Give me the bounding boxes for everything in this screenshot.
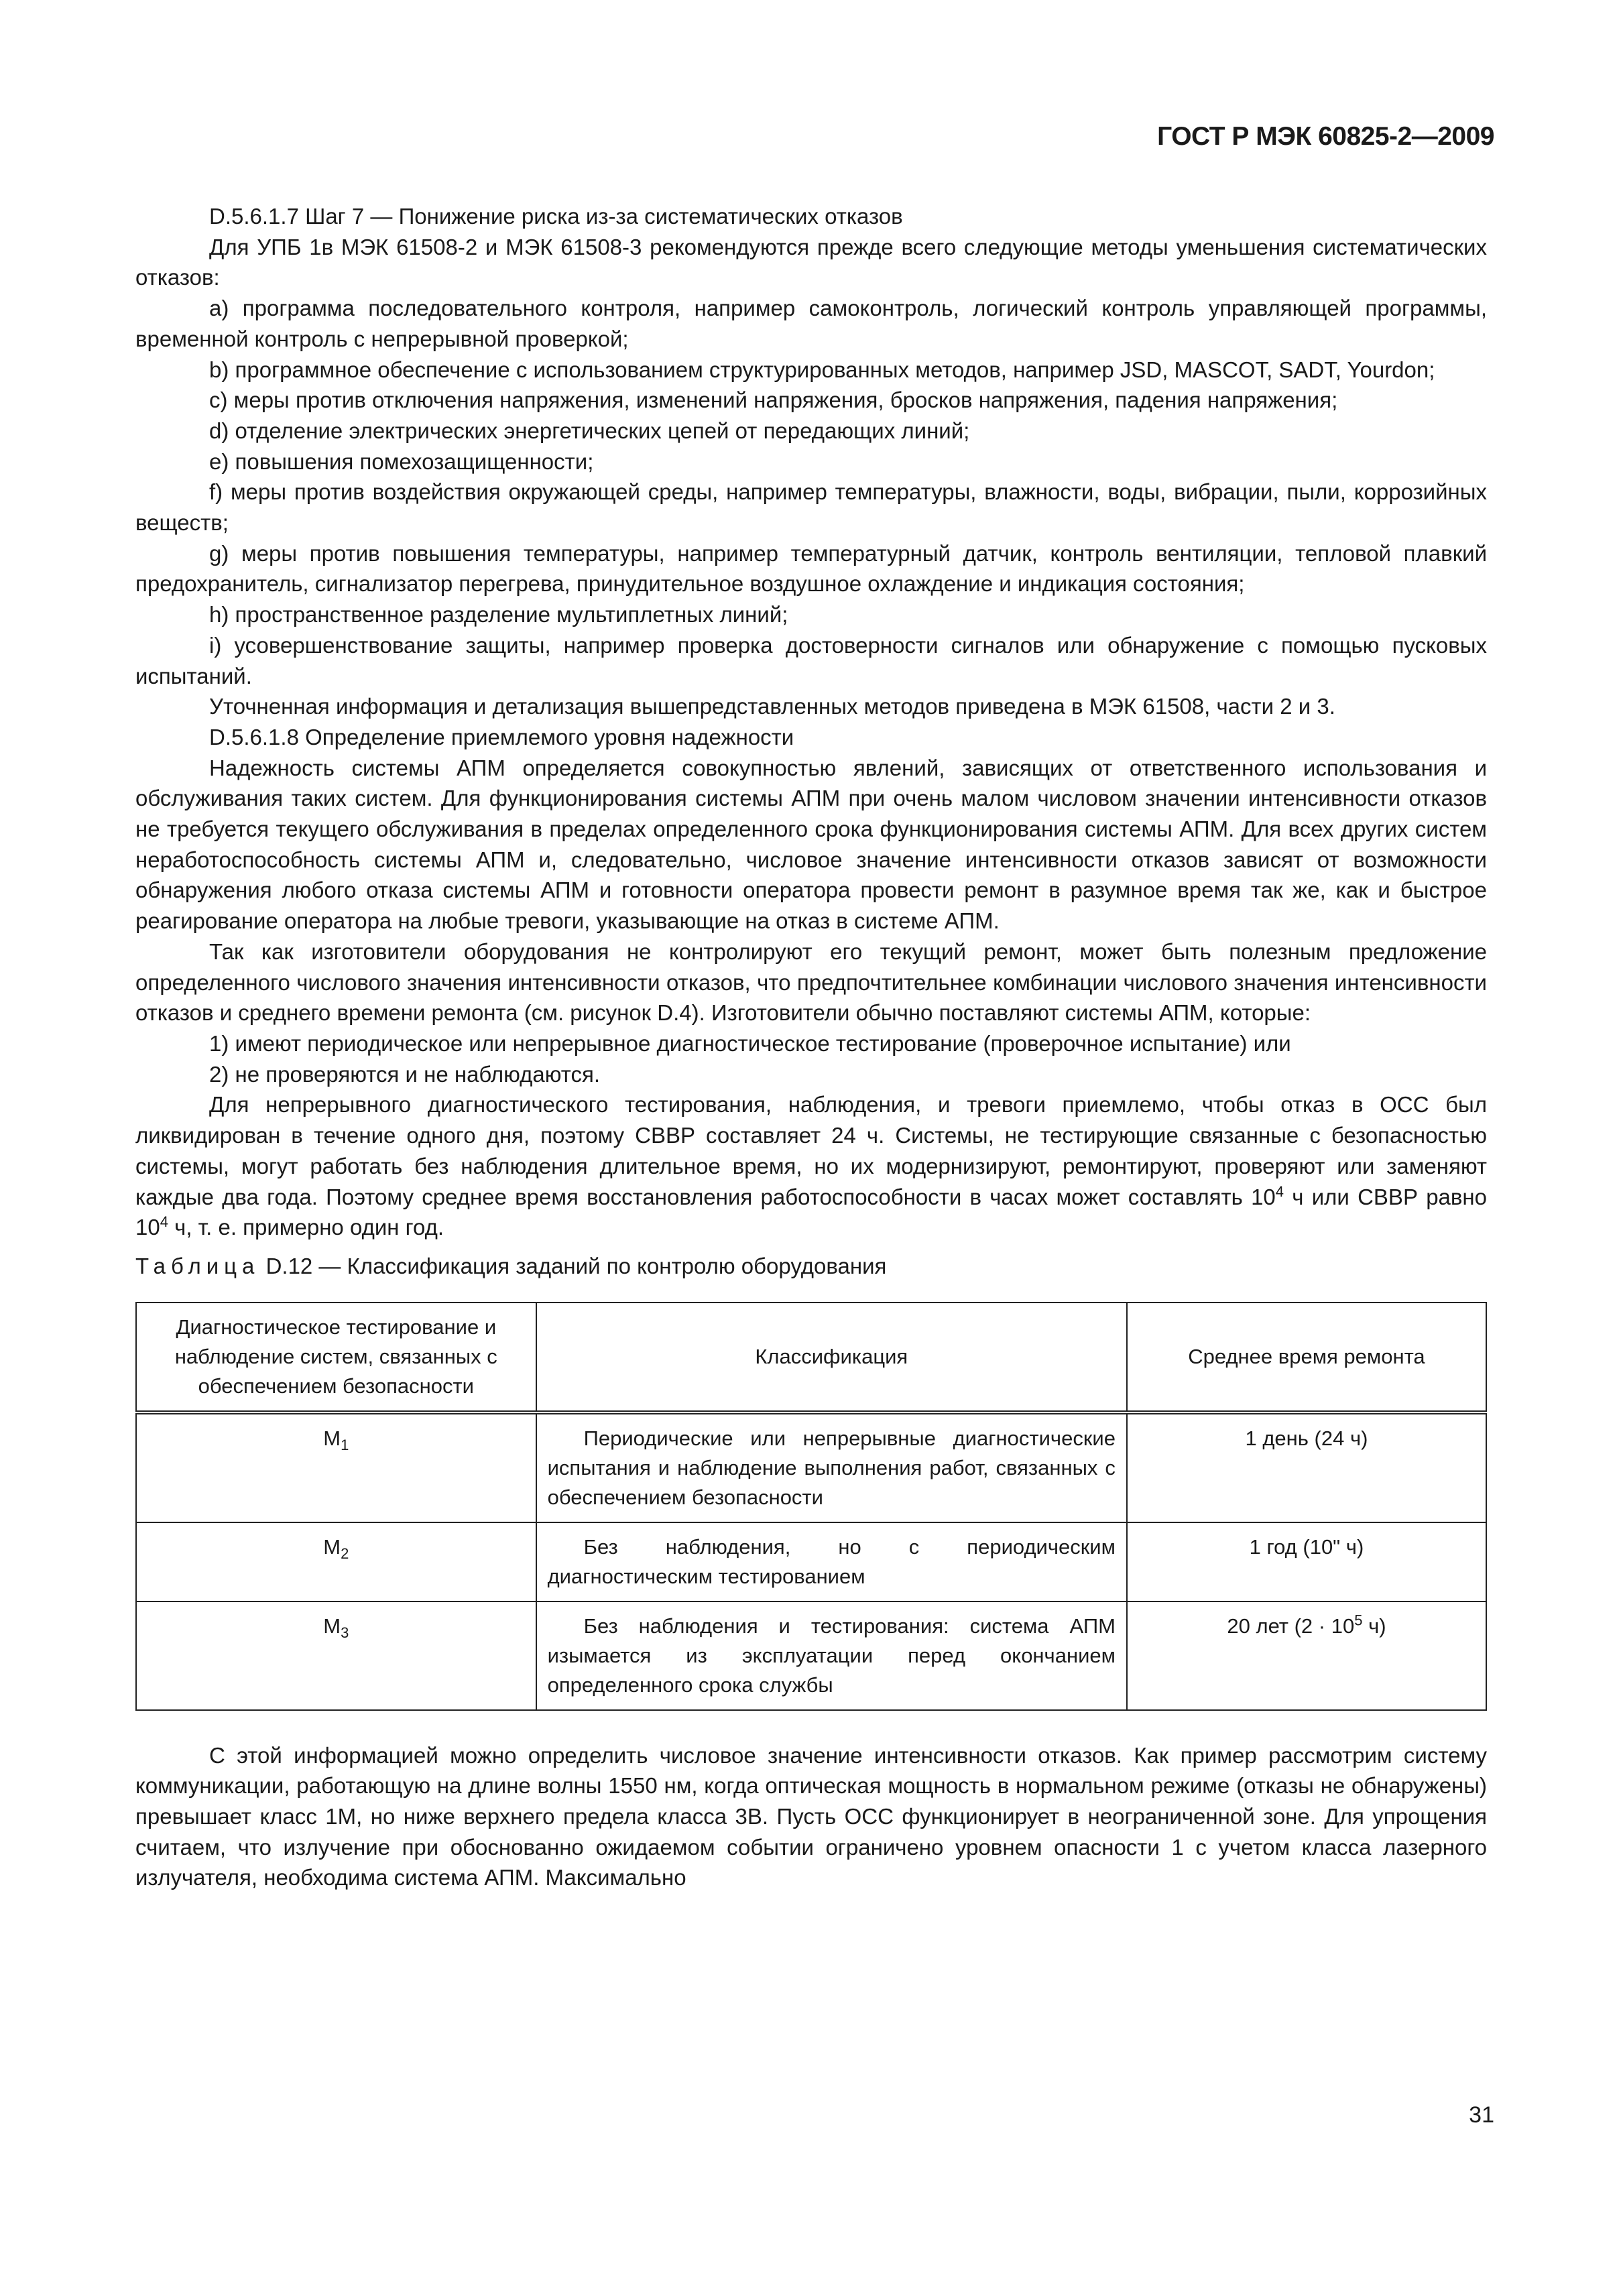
- paragraph: С этой информацией можно определить числовое значение интенсивности отказов. Как пример рассмотрим систему коммуникации, работающую на длине волны 1550 нм, когда оптическая мощность в нормальном режиме (отказы не обнаружены) превышает класс 1М, но ниже верхнего предела класса 3В. Пусть ОСС функционирует в неограниченной зоне. Для упрощения считаем, что излучение при обоснованно ожидаемом событии ограничено уровнем опасности 1 с учетом класса лазерного излучателя, необходима система АПМ. Максимально: [135, 1742, 1487, 1890]
- table-cell-code: [136, 1522, 536, 1602]
- table-cell-time: [1127, 1602, 1486, 1710]
- code: M: [323, 1614, 341, 1638]
- table-row: [136, 1412, 1486, 1522]
- list-item-1: 1) имеют периодическое или непрерывное диагностическое тестирование (проверочное испытание) или: [209, 1030, 1291, 1056]
- code-subscript: 1: [341, 1436, 349, 1453]
- paragraph: Так как изготовители оборудования не контролируют его текущий ремонт, может быть полезным предложение определенного числового значения интенсивности отказов, что предпочтительнее комбинации числового значения интенсивности отказов и среднего времени ремонта (см. рисунок D.4). Изготовители обычно поставляют системы АПМ, которые:: [135, 939, 1487, 1026]
- value: 10: [135, 1215, 160, 1240]
- table-cell-desc: Без наблюдения и тестирования: система АПМ изымается из эксплуатации перед окончанием определенного срока службы: [536, 1602, 1127, 1710]
- table-cell-desc: Без наблюдения, но с периодическим диагностическим тестированием: [536, 1522, 1127, 1602]
- exponent: 4: [1275, 1183, 1284, 1200]
- table-cell-time: [1127, 1412, 1486, 1522]
- list-item-a: a) программа последовательного контроля, например самоконтроль, логический контроль управляющей программы, временной контроль с непрерывной проверкой;: [135, 296, 1487, 351]
- paragraph: Надежность системы АПМ определяется совокупностью явлений, зависящих от ответственного использования и обслуживания таких систем. Для функционирования системы АПМ при очень малом числовом значении интенсивности отказов не требуется текущего обслуживания в пределах определенного срока функционирования системы АПМ. Для всех других систем неработоспособность системы АПМ и, следовательно, числовое значение интенсивности отказов зависят от возможности обнаружения любого отказа системы АПМ и готовности оператора провести ремонт в разумное время так же, как и быстрое реагирование оператора на любые тревоги, указывающие на отказ в системе АПМ.: [135, 755, 1487, 934]
- paragraph: [135, 1089, 1487, 1243]
- list-item-h: h) пространственное разделение мультиплетных линий;: [209, 602, 788, 627]
- value: 10: [1251, 1184, 1276, 1209]
- list-item-d: d) отделение электрических энергетических цепей от передающих линий;: [209, 418, 970, 443]
- section-heading-d5617: D.5.6.1.7 Шаг 7 — Понижение риска из-за систематических отказов: [209, 204, 903, 229]
- table-row: [136, 1602, 1486, 1710]
- code-subscript: 3: [341, 1624, 349, 1641]
- code-subscript: 2: [341, 1545, 349, 1562]
- table-caption-word: Таблица: [135, 1253, 260, 1278]
- table-caption: [135, 1251, 1487, 1282]
- list-item-i: i) усовершенствование защиты, например проверка достоверности сигналов или обнаружение с помощью пусковых испытаний.: [135, 632, 1487, 688]
- paragraph: Для УПБ 1в МЭК 61508-2 и МЭК 61508-3 рекомендуются прежде всего следующие методы уменьшения систематических отказов:: [135, 234, 1487, 290]
- time-exponent: 5: [1354, 1612, 1363, 1629]
- time-value: 20 лет (2 · 10: [1227, 1614, 1355, 1638]
- table-caption-text: D.12 — Классификация заданий по контролю оборудования: [265, 1253, 887, 1278]
- exponent: 4: [160, 1213, 168, 1231]
- table-row: [136, 1522, 1486, 1602]
- table-cell-time: [1127, 1522, 1486, 1602]
- table-header-cell: Классификация: [536, 1303, 1127, 1412]
- section-heading-d5618: D.5.6.1.8 Определение приемлемого уровня надежности: [209, 724, 794, 749]
- code: M: [323, 1534, 341, 1559]
- time-value: 1 день (24 ч): [1245, 1426, 1368, 1450]
- list-item-2: 2) не проверяются и не наблюдаются.: [209, 1061, 601, 1087]
- page-number: 31: [1469, 2102, 1494, 2128]
- table-header-row: [136, 1303, 1486, 1412]
- text: ч, т. е. примерно один год.: [168, 1215, 444, 1240]
- list-item-g: g) меры против повышения температуры, например температурный датчик, контроль вентиляции, тепловой плавкий предохранитель, сигнализатор перегрева, принудительное воздушное охлаждение и индикация состояния;: [135, 540, 1487, 597]
- list-item-f: f) меры против воздействия окружающей среды, например температуры, влажности, воды, вибрации, пыли, коррозийных веществ;: [135, 479, 1487, 536]
- text: ч или СВВР равно: [1284, 1184, 1488, 1209]
- list-item-e: e) повышения помехозащищенности;: [209, 448, 594, 474]
- table-header-cell: Диагностическое тестирование и наблюдение систем, связанных с обеспечением безопасности: [136, 1303, 536, 1412]
- paragraph: Уточненная информация и детализация вышепредставленных методов приведена в МЭК 61508, части 2 и 3.: [209, 694, 1335, 719]
- paragraph-text: Для непрерывного диагностического тестирования, наблюдения, и тревоги приемлемо, чтобы отказ в ОСС был ликвидирован в течение одного дня, поэтому СВВР составляет 24 ч. Системы, не тестирующие связанные с безопасностью системы, могут работать без наблюдения длительное время, но их модернизируют, ремонтируют, проверяют или заменяют каждые два года. Поэтому среднее время восстановления работоспособности в часах может составлять: [135, 1092, 1487, 1209]
- list-item-b: b) программное обеспечение с использованием структурированных методов, например JSD, MASCOT, SADT, Yourdon;: [209, 357, 1435, 382]
- document-header: ГОСТ Р МЭК 60825-2—2009: [1157, 122, 1494, 151]
- time-value: 1 год (10" ч): [1249, 1534, 1364, 1559]
- table-header-cell: Среднее время ремонта: [1127, 1303, 1486, 1412]
- table-cell-code: [136, 1412, 536, 1522]
- classification-table: [135, 1302, 1487, 1711]
- list-item-c: c) меры против отключения напряжения, изменений напряжения, бросков напряжения, падения напряжения;: [209, 387, 1338, 413]
- body-text: [135, 201, 1487, 1893]
- code: M: [323, 1426, 341, 1450]
- table-cell-code: [136, 1602, 536, 1710]
- table-cell-desc: Периодические или непрерывные диагностические испытания и наблюдение выполнения работ, связанных с обеспечением безопасности: [536, 1412, 1127, 1522]
- time-unit: ч): [1362, 1614, 1386, 1638]
